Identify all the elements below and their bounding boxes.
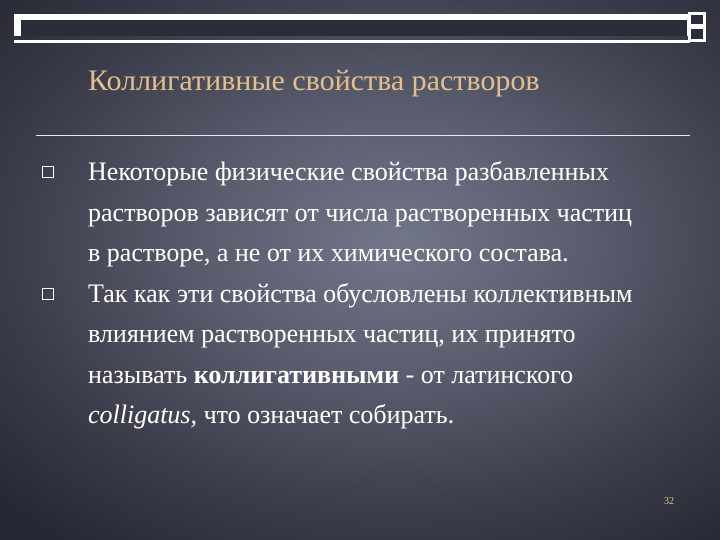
page-number: 32 xyxy=(664,496,674,507)
header-corner-square xyxy=(688,12,706,42)
bullet-text-2b: - от латинского xyxy=(399,359,574,389)
slide-title: Коллигативные свойства растворов xyxy=(88,64,540,97)
bullet-list xyxy=(0,152,648,436)
header-bar-underline xyxy=(14,40,690,43)
italic-term: colligatus, xyxy=(88,400,198,429)
bullet-item-1 xyxy=(0,152,648,274)
bullet-item-2 xyxy=(0,274,648,436)
bullet-text-2a: Так как эти свойства обусловлены коллективным влиянием растворенных частиц, их принято называть xyxy=(88,278,633,389)
decorative-header-band xyxy=(14,8,706,46)
hollow-square-bullet-icon xyxy=(42,288,54,300)
bullet-text-2c: что означает собирать. xyxy=(197,400,455,429)
title-divider xyxy=(36,135,690,136)
bold-term: коллигативными xyxy=(193,359,400,389)
bullet-text-1: Некоторые физические свойства разбавленных растворов зависят от числа растворенных частиц в растворе, а не от их химического состава. xyxy=(88,157,632,267)
hollow-square-bullet-icon xyxy=(42,166,54,178)
header-bar-inner xyxy=(21,20,687,36)
